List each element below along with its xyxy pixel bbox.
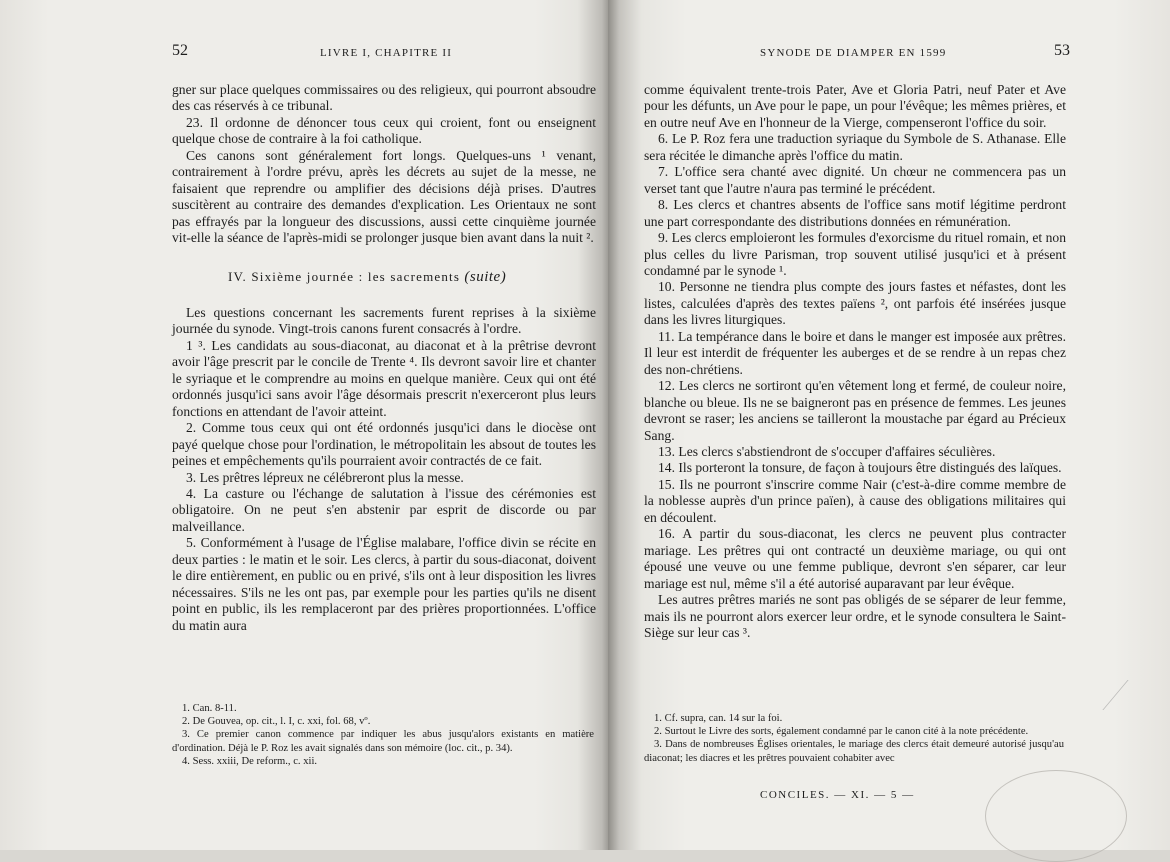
footnote: 2. De Gouvea, op. cit., l. I, c. xxi, fol. 68, vº.	[182, 716, 371, 728]
paragraph: 5. Conformément à l'usage de l'Église malabare, l'office divin se récite en deux parties : le matin et le soir. Les clercs, à partir du sous-diaconat, doivent le dire entièrement, en public ou en privé, s'ils ont à leur disposition les livres nécessaires. S'ils ne les ont pas, par exemple pour les parties qu'ils ne disent point en public, ils les remplaceront par des prières proportionnées. L'office du matin aura	[172, 535, 596, 633]
section-title-main: IV. Sixième journée : les sacrements	[228, 268, 461, 284]
footnote: 3. Ce premier canon commence par indiquer les abus jusqu'alors existants en matière d'ordination. Déjà le P. Roz les avait signalés dans son mémoire (loc. cit., p. 34).	[172, 729, 594, 754]
paragraph: Ces canons sont généralement fort longs. Quelques-uns ¹ venant, contrairement à l'ordre prévu, après les décrets au sujet de la messe, ne faisaient que reprendre ou amplifier des décisions déjà prises. D'autres suscitèrent au contraire des demandes d'explication. Les Orientaux ne sont pas effrayés par la longueur des discussions, aussi cette cinquième journée vit-elle la séance de l'après-midi se prolonger jusque bien avant dans la nuit ².	[172, 147, 596, 246]
footnote: 3. Dans de nombreuses Églises orientales, le mariage des clercs était demeuré autorisé jusqu'au diaconat; les diacres et les prêtres pouvaient cohabiter avec	[644, 739, 1064, 764]
left-footnotes	[172, 702, 594, 768]
paragraph: 23. Il ordonne de dénoncer tous ceux qui croient, font ou enseignent quelque chose de contraire à la foi catholique.	[172, 114, 596, 147]
paragraph: 10. Personne ne tiendra plus compte des jours fastes et néfastes, dont les listes, calculées d'après des textes païens ², ont parfois été insérées jusque dans les livres liturgiques.	[644, 279, 1066, 328]
paragraph: 14. Ils porteront la tonsure, de façon à toujours être distingués des laïques.	[658, 460, 1062, 476]
footnote: 4. Sess. xxiii, De reform., c. xii.	[182, 755, 318, 767]
paragraph: gner sur place quelques commissaires ou des religieux, qui pourront absoudre des cas réservés à ce tribunal.	[172, 82, 596, 114]
paragraph: 9. Les clercs emploieront les formules d'exorcisme du rituel romain, et non plus celles du livre Parisman, trop souvent utilisé jusqu'ici et à présent condamné par le synode ¹.	[644, 230, 1066, 278]
paragraph: Les questions concernant les sacrements furent reprises à la sixième journée du synode. Vingt-trois canons furent consacrés à l'ordre.	[172, 304, 596, 337]
paragraph: comme équivalent trente-trois Pater, Ave et Gloria Patri, neuf Pater et Ave pour les défunts, un Ave pour le pape, un pour l'évêque; les mêmes prières, et en outre neuf Ave en l'honneur de la Vierge, compenseront l'office du soir.	[644, 82, 1066, 130]
paragraph: 1 ³. Les candidats au sous-diaconat, au diaconat et à la prêtrise devront avoir l'âge prescrit par le concile de Trente ⁴. Ils devront savoir lire et chanter le syriaque et le comprendre au moins en quelque manière. Ceux qui ont été ordonnés jusqu'ici sans avoir l'âge désormais prescrit n'exerceront plus leurs fonctions en attendant de l'avoir atteint.	[172, 337, 596, 419]
running-head-left: LIVRE I, CHAPITRE II	[320, 47, 453, 59]
footnote: 1. Cf. supra, can. 14 sur la foi.	[654, 713, 783, 724]
paragraph: 2. Comme tous ceux qui ont été ordonnés jusqu'ici dans le diocèse ont payé quelque chose pour l'ordination, le métropolitain les absout de toutes les peines et empêchements qu'ils pourraient avoir contractés de ce fait.	[172, 420, 596, 469]
paragraph: 3. Les prêtres lépreux ne célébreront plus la messe.	[186, 469, 464, 485]
paragraph: 4. La casture ou l'échange de salutation à l'issue des cérémonies est obligatoire. On ne peut s'en abstenir par esprit de discorde ou par malveillance.	[172, 485, 596, 534]
right-body-text	[644, 82, 1066, 641]
paragraph: 16. A partir du sous-diaconat, les clercs ne peuvent plus contracter mariage. Les prêtres qui ont contracté un deuxième mariage, ou qui ont épousé une veuve ou une femme publique, devront s'en séparer, car leur mariage est nul, même s'il a été autorisé auparavant par leur évêque.	[644, 526, 1066, 591]
paragraph: 12. Les clercs ne sortiront qu'en vêtement long et fermé, de couleur noire, blanche ou bleue. Ils ne se baigneront pas en présence de femmes. Les jeunes devront se raser; les anciens se tailleront la moustache par égard au Précieux Sang.	[644, 378, 1066, 443]
library-stamp-icon	[985, 770, 1127, 862]
page-number-right: 53	[1054, 42, 1070, 59]
paragraph: 13. Les clercs s'abstiendront de s'occuper d'affaires séculières.	[658, 443, 996, 459]
left-body-text	[172, 82, 596, 634]
paragraph: Les autres prêtres mariés ne sont pas obligés de se séparer de leur femme, mais ils ne pourront alors exercer leur ordre, et le synode consultera le Saint-Siège sur leur cas ³.	[644, 592, 1066, 640]
footnote: 2. Surtout le Livre des sorts, également condamné par le canon cité à la note précédente.	[654, 726, 1029, 738]
paragraph: 6. Le P. Roz fera une traduction syriaque du Symbole de S. Athanase. Elle sera récitée le dimanche après l'office du matin.	[644, 131, 1066, 163]
paragraph: 7. L'office sera chanté avec dignité. Un chœur ne commencera pas un verset tant que l'autre n'aura pas terminé le précédent.	[644, 164, 1066, 196]
paragraph: 11. La tempérance dans le boire et dans le manger est imposée aux prêtres. Il leur est interdit de fréquenter les auberges et de se rendre à un repas chez des non-chrétiens.	[644, 328, 1066, 377]
running-head-right: SYNODE DE DIAMPER EN 1599	[760, 47, 947, 59]
right-page	[608, 0, 1170, 850]
signature-line: CONCILES. — XI. — 5 —	[760, 789, 915, 801]
paragraph: 15. Ils ne pourront s'inscrire comme Nair (c'est-à-dire comme membre de la noblesse auprès d'un prince païen), à cause des obligations militaires qui en découlent.	[644, 476, 1066, 525]
right-footnotes	[644, 712, 1064, 765]
section-title-suite: (suite)	[464, 268, 507, 285]
paragraph: 8. Les clercs et chantres absents de l'office sans motif légitime perdront une part correspondante des distributions données en rémunération.	[644, 197, 1066, 229]
section-title	[172, 269, 596, 285]
page-number-left: 52	[172, 42, 188, 59]
footnote: 1. Can. 8-11.	[182, 703, 237, 714]
